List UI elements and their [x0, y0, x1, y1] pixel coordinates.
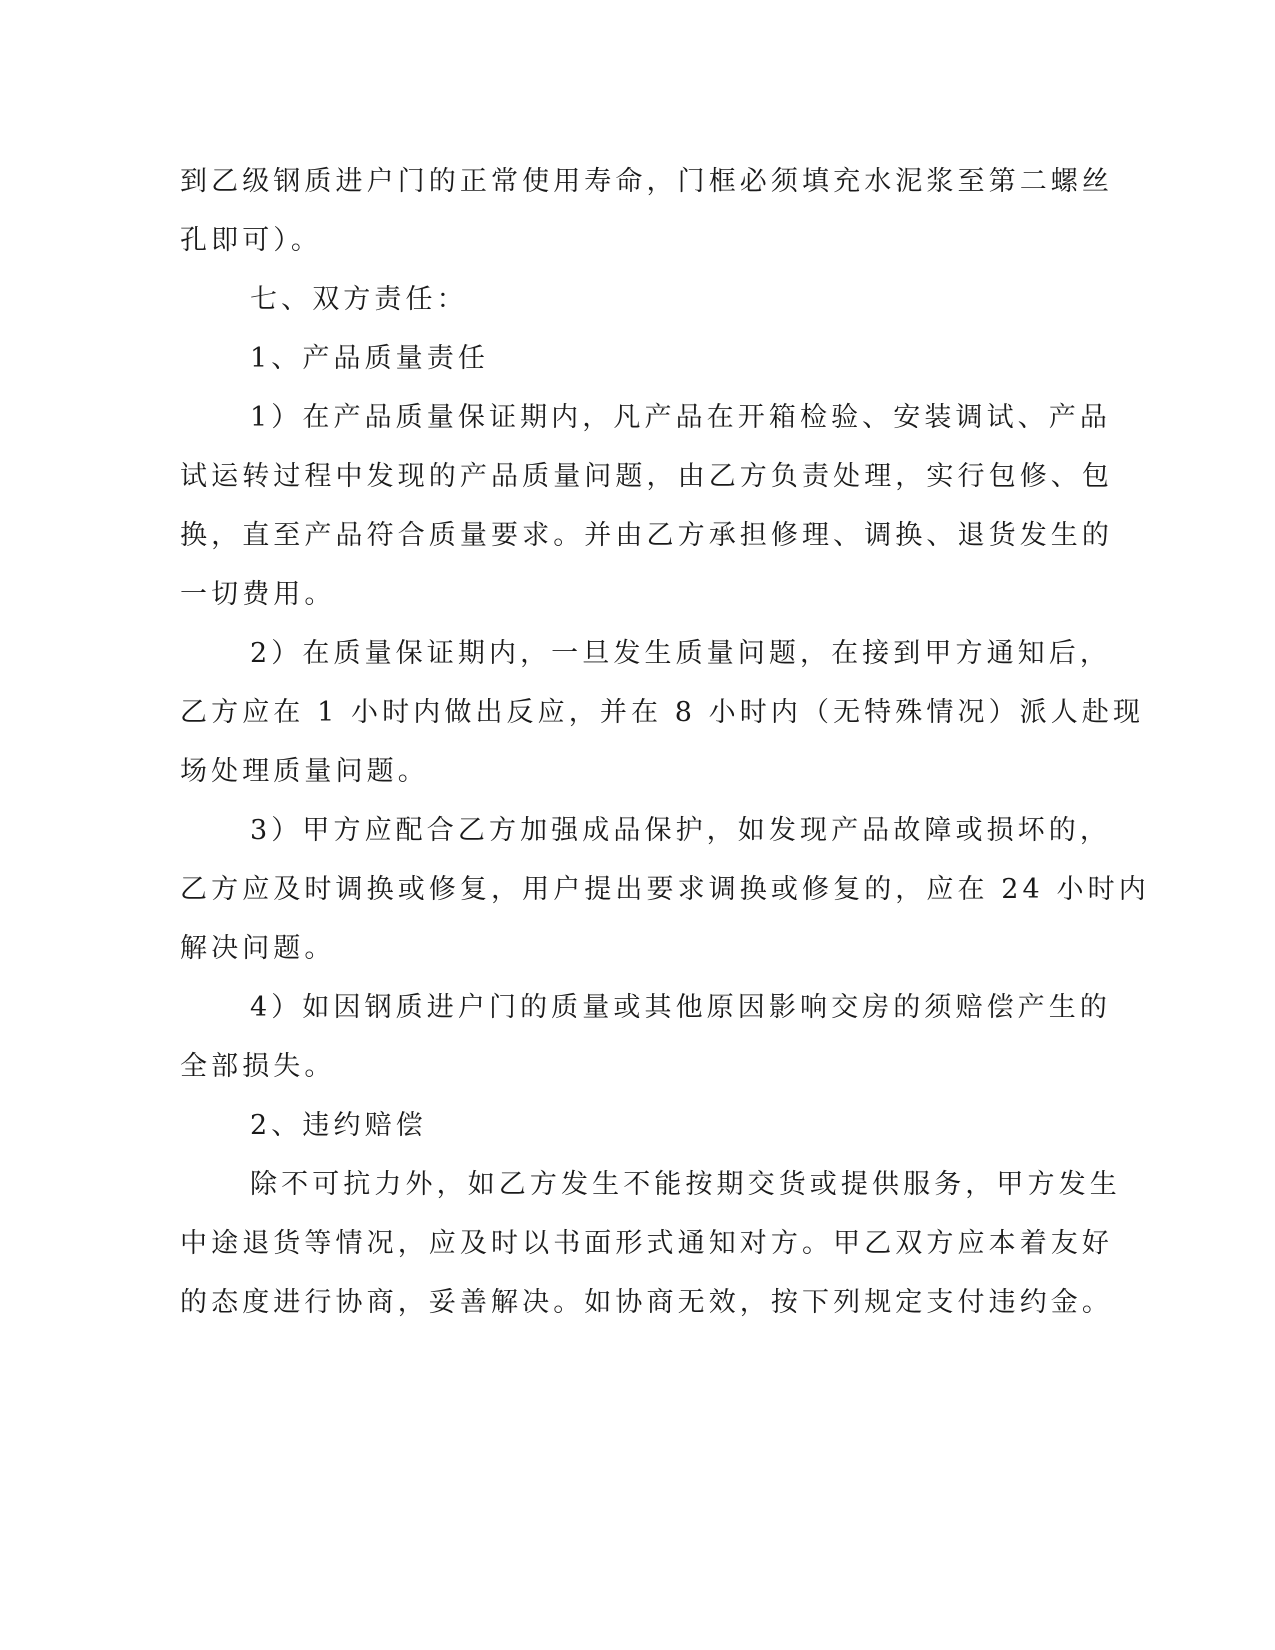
- clause-2-line-3: 场处理质量问题。: [180, 756, 429, 787]
- clause-3-line-3: 解决问题。: [180, 933, 336, 964]
- clause-4-line-1: 4）如因钢质进户门的质量或其他原因影响交房的须赔偿产生的: [250, 992, 1111, 1023]
- clause-1-line-4: 一切费用。: [180, 579, 336, 610]
- clause-3-line-2: 乙方应及时调换或修复，用户提出要求调换或修复的，应在 24 小时内: [180, 874, 1150, 905]
- paragraph-continuation-line: 孔即可）。: [180, 225, 322, 256]
- breach-paragraph-line-2: 中途退货等情况，应及时以书面形式通知对方。甲乙双方应本着友好: [180, 1228, 1113, 1259]
- breach-paragraph-line-3: 的态度进行协商，妥善解决。如协商无效，按下列规定支付违约金。: [180, 1287, 1113, 1318]
- subsection-heading-breach-compensation: 2、违约赔偿: [250, 1110, 427, 1141]
- clause-1-line-1: 1）在产品质量保证期内，凡产品在开箱检验、安装调试、产品: [250, 402, 1111, 433]
- clause-4-line-2: 全部损失。: [180, 1051, 336, 1082]
- clause-1-line-2: 试运转过程中发现的产品质量问题，由乙方负责处理，实行包修、包: [180, 461, 1113, 492]
- clause-1-line-3: 换，直至产品符合质量要求。并由乙方承担修理、调换、退货发生的: [180, 520, 1113, 551]
- clause-3-line-1: 3）甲方应配合乙方加强成品保护，如发现产品故障或损坏的，: [250, 815, 1111, 846]
- clause-2-line-1: 2）在质量保证期内，一旦发生质量问题，在接到甲方通知后，: [250, 638, 1111, 669]
- clause-2-line-2: 乙方应在 1 小时内做出反应，并在 8 小时内（无特殊情况）派人赴现: [180, 697, 1145, 728]
- breach-paragraph-line-1: 除不可抗力外，如乙方发生不能按期交货或提供服务，甲方发生: [250, 1169, 1121, 1200]
- section-heading-mutual-responsibilities: 七、双方责任：: [250, 284, 468, 315]
- paragraph-continuation-line: 到乙级钢质进户门的正常使用寿命，门框必须填充水泥浆至第二螺丝: [180, 166, 1113, 197]
- subsection-heading-product-quality: 1、产品质量责任: [250, 343, 489, 374]
